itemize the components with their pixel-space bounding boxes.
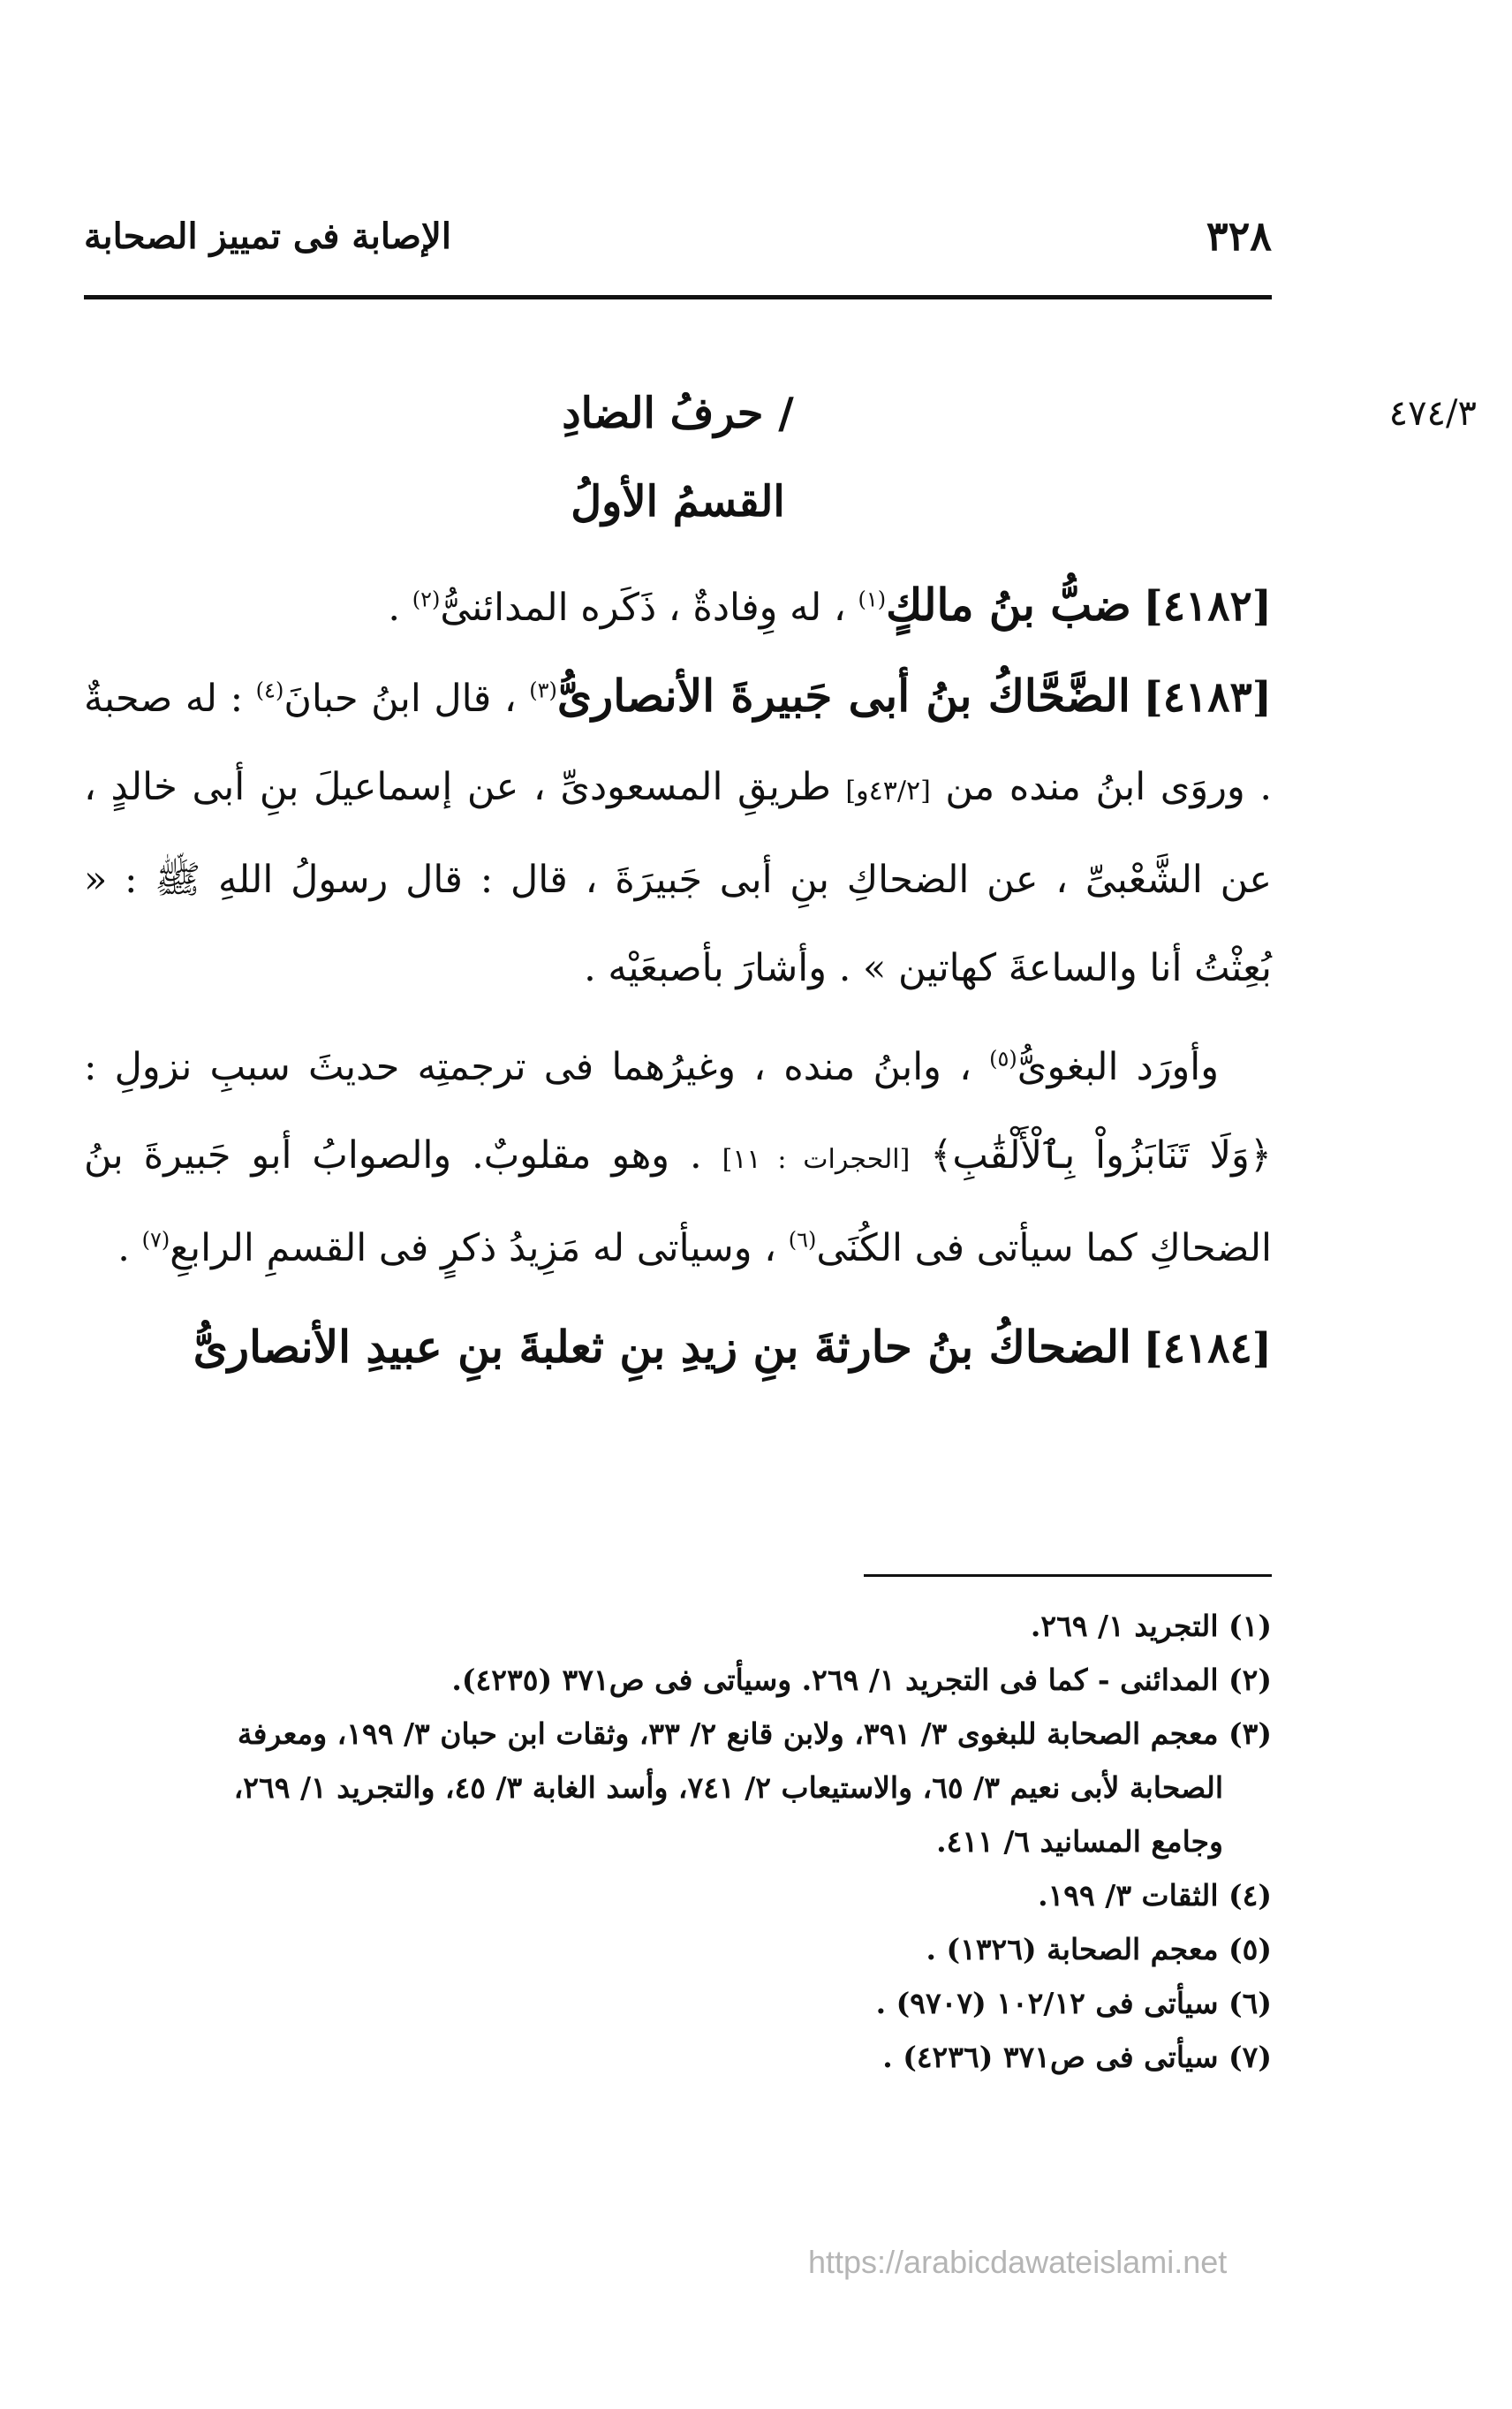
footnote-marker: (٧) — [141, 1227, 170, 1253]
para-text: ، وسيأتى له مَزِيدُ ذكرٍ فى القسمِ الرابعِ — [170, 1226, 777, 1270]
footnote: (٣) معجم الصحابة للبغوى ٣/ ٣٩١، ولابن قانع ٢/ ٣٣، وثقات ابن حبان ٣/ ١٩٩، ومعرفة — [237, 1716, 1272, 1751]
para-text: ، وابنُ منده ، وغيرُهما فى ترجمتِه حديثَ سببِ نزولِ : — [84, 1045, 971, 1089]
footnote-rule — [864, 1574, 1272, 1577]
entry-text: ، قال ابنُ حبانَ — [284, 677, 517, 721]
manuscript-ref: [٤٣/٢و] — [845, 776, 931, 807]
entry-name: ضبُّ بنُ مالكٍ — [886, 579, 1131, 631]
footnote-marker: (١) — [858, 587, 887, 612]
footnote: (٢) المدائنى - كما فى التجريد ١/ ٢٦٩. وسيأتى فى ص٣٧١ (٤٢٣٥). — [451, 1663, 1272, 1697]
header-rule — [84, 295, 1272, 299]
entry-number: [٤١٨٤] — [1143, 1324, 1272, 1373]
entry-name: الضحاكُ بنُ حارثةَ بنِ زيدِ بنِ ثعلبةَ بنِ عبيدِ الأنصارىُّ — [193, 1321, 1131, 1373]
paragraph — [84, 1023, 1272, 1292]
entry-name: الضَّحَّاكُ بنُ أبى جَبيرةَ الأنصارىُّ — [556, 670, 1130, 722]
entry-4184 — [84, 1303, 1272, 1394]
quran-ref: [الحجرات : ١١] — [722, 1144, 911, 1175]
footnote: (٦) سيأتى فى ١٠٢/١٢ (٩٧٠٧) . — [875, 1986, 1272, 2020]
quran-verse: ﴿وَلَا تَنَابَزُواْ بِٱلْأَلْقَٰبِ﴾ — [930, 1133, 1272, 1178]
para-text: . — [117, 1226, 142, 1270]
footnote: (٥) معجم الصحابة (١٣٢٦) . — [926, 1932, 1272, 1966]
para-text: وأورَد البغوىُّ — [1017, 1045, 1220, 1089]
footnote-marker: (٦) — [788, 1227, 817, 1253]
footnote: (٤) الثقات ٣/ ١٩٩. — [1038, 1878, 1272, 1913]
entry-4183 — [84, 652, 1272, 1012]
footnotes — [84, 1599, 1272, 2084]
margin-reference: ٤٧٤/٣ — [1388, 393, 1477, 434]
entry-text: : له صحبةٌ . وروَى ابنُ منده من — [84, 677, 1273, 809]
footnote-marker: (٣) — [529, 678, 557, 703]
footnote-continuation: وجامع المسانيد ٦/ ٤١١. — [936, 1824, 1223, 1859]
entry-4182 — [84, 561, 1272, 652]
entry-text: ، له وِفادةٌ ، ذَكَره المدائنىُّ — [440, 586, 846, 630]
page-number: ٣٢٨ — [1206, 212, 1272, 260]
footnote-marker: (٢) — [412, 587, 441, 612]
main-text — [84, 561, 1272, 1394]
chapter-title: / حرفُ الضادِ — [562, 389, 794, 438]
para-text: . وهو مقلوبٌ. والصوابُ أبو جَبيرةَ بنُ الضحاكِ كما سيأتى فى الكُنَى — [84, 1133, 1272, 1270]
entry-text: طريقِ المسعودىِّ ، عن إسماعيلَ بنِ أبى خالدٍ ، عن الشَّعْبىِّ ، عن الضحاكِ بنِ أبى جَبيرَةَ ، قال : قال رسولُ اللهِ ﷺ : « بُعِثْتُ أنا والساعةَ كهاتين » . وأشارَ بأصبعَيْه . — [84, 765, 1272, 990]
footnote-marker: (٥) — [989, 1046, 1017, 1072]
running-header — [84, 212, 1272, 274]
footnote-marker: (٤) — [255, 678, 284, 703]
book-title: الإصابة فى تمييز الصحابة — [84, 216, 451, 257]
footnote: (١) التجريد ١/ ٢٦٩. — [1030, 1609, 1272, 1643]
footnote: (٧) سيأتى فى ص٣٧١ (٤٢٣٦) . — [882, 2040, 1272, 2074]
footnote-continuation: الصحابة لأبى نعيم ٣/ ٦٥، والاستيعاب ٢/ ٧٤١، وأسد الغابة ٣/ ٤٥، والتجريد ١/ ٢٦٩، — [233, 1770, 1223, 1805]
entry-number: [٤١٨٣] — [1143, 673, 1272, 722]
entry-number: [٤١٨٢] — [1143, 582, 1272, 631]
watermark-url: https://arabicdawateislami.net — [808, 2244, 1228, 2280]
section-title: القسمُ الأولُ — [571, 477, 785, 526]
entry-end: . — [388, 586, 412, 630]
